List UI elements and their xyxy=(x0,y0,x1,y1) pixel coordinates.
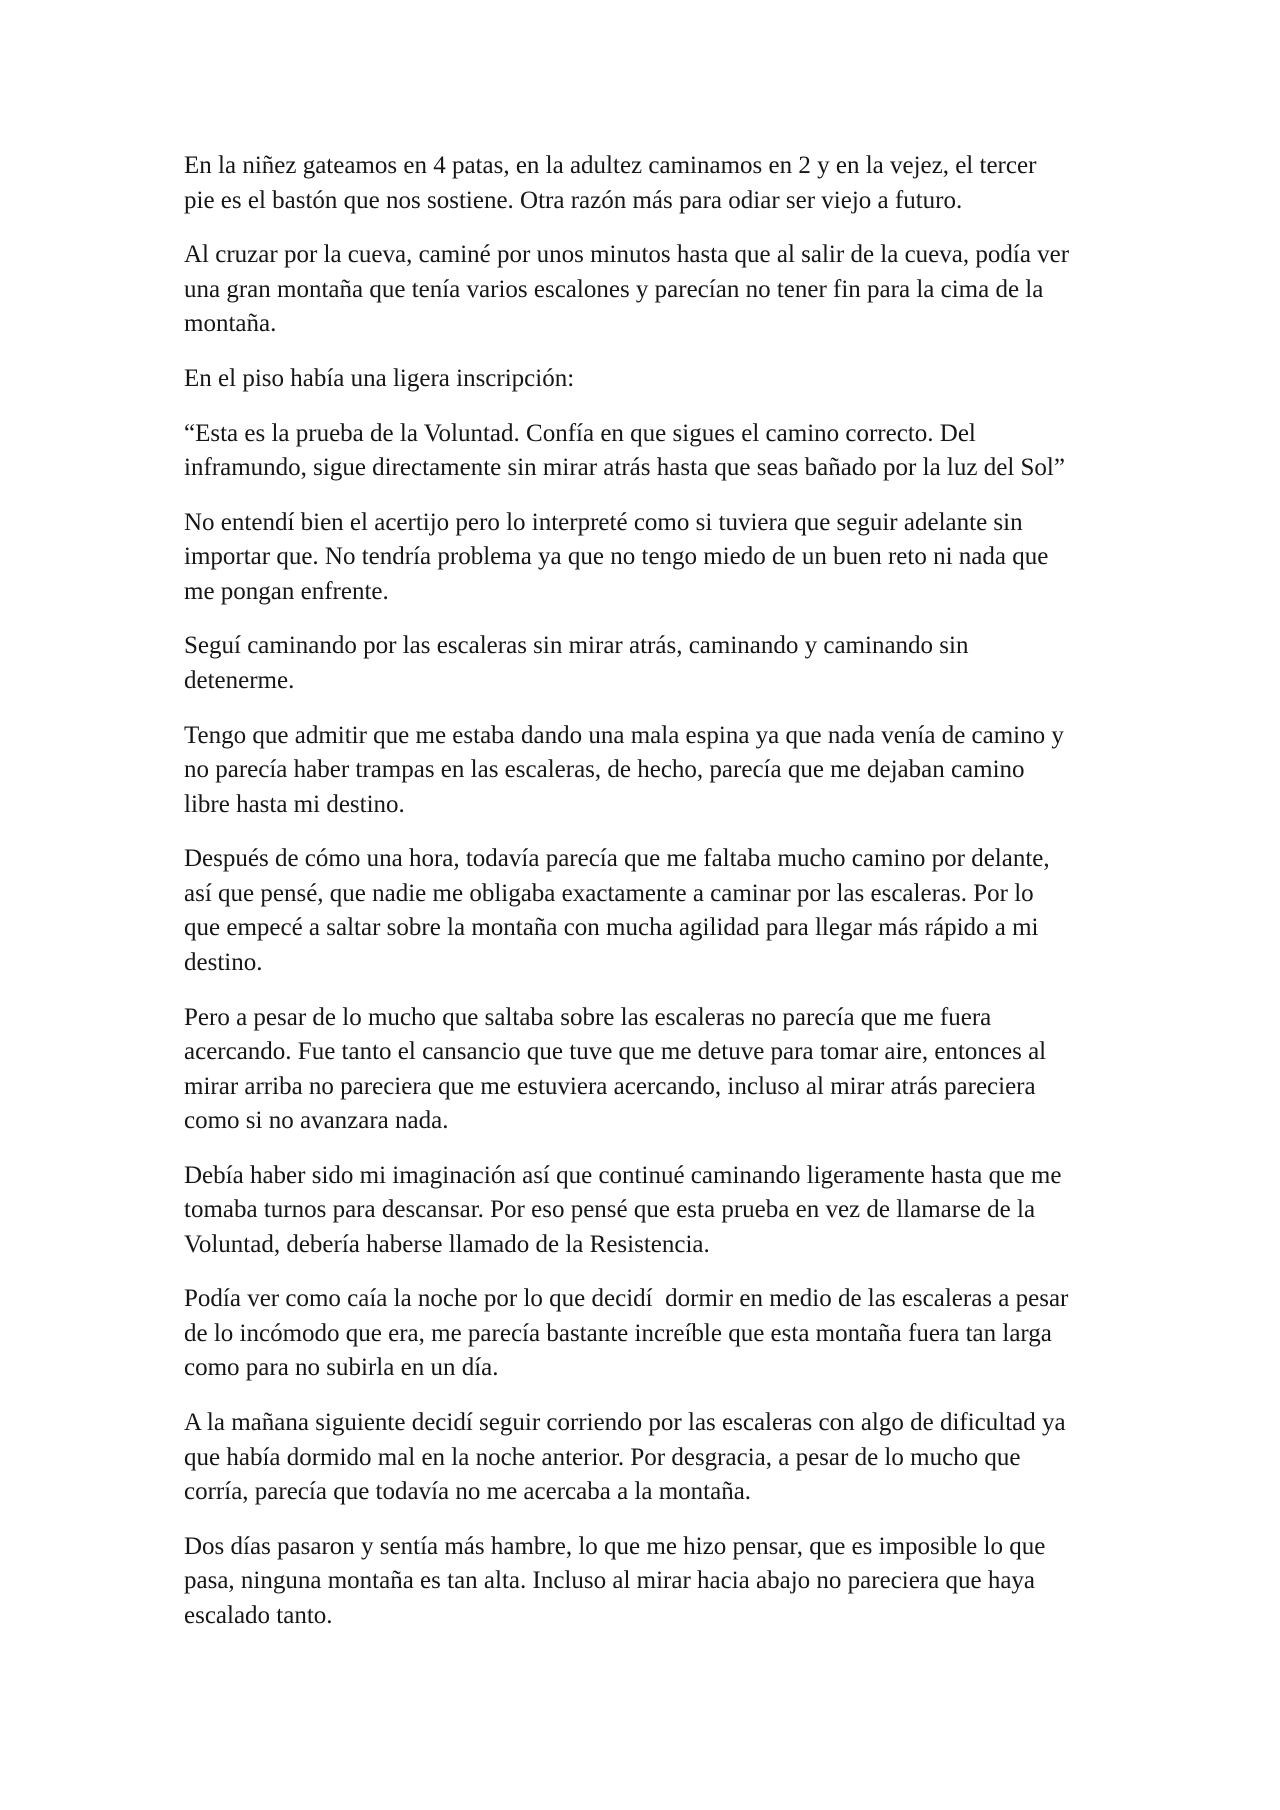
paragraph-6 xyxy=(184,629,1114,698)
paragraph-10 xyxy=(184,1159,1114,1263)
paragraph-5 xyxy=(184,506,1114,610)
paragraph-9 xyxy=(184,1001,1114,1139)
text-line: una gran montaña que tenía varios escalones y parecían no tener fin para la cima de la xyxy=(184,275,1044,303)
text-line: libre hasta mi destino. xyxy=(184,790,405,818)
text-line: A la mañana siguiente decidí seguir corriendo por las escaleras con algo de dificultad ya xyxy=(184,1409,1066,1437)
text-line: Al cruzar por la cueva, caminé por unos minutos hasta que al salir de la cueva, podía ver xyxy=(184,241,1070,269)
text-line: En la niñez gateamos en 4 patas, en la adultez caminamos en 2 y en la vejez, el tercer xyxy=(184,152,1037,179)
text-line: pasa, ninguna montaña es tan alta. Incluso al mirar hacia abajo no pareciera que haya xyxy=(184,1567,1036,1595)
text-line: importar que. No tendría problema ya que no tengo miedo de un buen reto ni nada que xyxy=(184,543,1049,571)
text-line: detenerme. xyxy=(184,666,295,694)
text-line: Seguí caminando por las escaleras sin mirar atrás, caminando y caminando sin xyxy=(184,632,969,660)
text-line: destino. xyxy=(184,948,263,976)
text-line: “Esta es la prueba de la Voluntad. Confía en que sigues el camino correcto. Del xyxy=(184,419,976,447)
text-line: escalado tanto. xyxy=(184,1601,333,1629)
text-line: Debía haber sido mi imaginación así que continué caminando ligeramente hasta que me xyxy=(184,1161,1062,1189)
text-line: Podía ver como caía la noche por lo que decidí dormir en medio de las escaleras a pesar xyxy=(184,1285,1069,1313)
text-line: Tengo que admitir que me estaba dando una mala espina ya que nada venía de camino y xyxy=(184,721,1064,749)
text-line: corría, parecía que todavía no me acercaba a la montaña. xyxy=(184,1478,752,1506)
text-line: que había dormido mal en la noche anterior. Por desgracia, a pesar de lo mucho que xyxy=(184,1443,1021,1471)
paragraph-13 xyxy=(184,1530,1114,1634)
text-line: que empecé a saltar sobre la montaña con mucha agilidad para llegar más rápido a mi xyxy=(184,914,1039,942)
document-body xyxy=(184,149,1114,1653)
text-line: Voluntad, debería haberse llamado de la Resistencia. xyxy=(184,1230,710,1258)
text-line: pie es el bastón que nos sostiene. Otra razón más para odiar ser viejo a futuro. xyxy=(184,186,963,214)
text-line: Después de cómo una hora, todavía parecía que me faltaba mucho camino por delante, xyxy=(184,845,1050,873)
text-line: tomaba turnos para descansar. Por eso pensé que esta prueba en vez de llamarse de la xyxy=(184,1196,1036,1224)
text-line: mirar arriba no pareciera que me estuviera acercando, incluso al mirar atrás pareciera xyxy=(184,1072,1036,1100)
paragraph-3 xyxy=(184,362,1114,397)
text-line: como para no subirla en un día. xyxy=(184,1354,499,1382)
text-line: no parecía haber trampas en las escaleras, de hecho, parecía que me dejaban camino xyxy=(184,756,1025,784)
paragraph-1 xyxy=(184,149,1114,218)
paragraph-7 xyxy=(184,719,1114,823)
text-line: Pero a pesar de lo mucho que saltaba sobre las escaleras no parecía que me fuera xyxy=(184,1003,992,1031)
paragraph-4-inscription-quote xyxy=(184,417,1114,486)
text-line: acercando. Fue tanto el cansancio que tuve que me detuve para tomar aire, entonces al xyxy=(184,1038,1047,1065)
paragraph-11 xyxy=(184,1282,1114,1386)
text-line: En el piso había una ligera inscripción: xyxy=(184,364,575,392)
text-line: de lo incómodo que era, me parecía bastante increíble que esta montaña fuera tan larga xyxy=(184,1319,1052,1347)
text-line: montaña. xyxy=(184,310,277,338)
text-line: No entendí bien el acertijo pero lo interpreté como si tuviera que seguir adelante sin xyxy=(184,508,1023,536)
paragraph-12 xyxy=(184,1406,1114,1510)
paragraph-8 xyxy=(184,842,1114,980)
text-line: Dos días pasaron y sentía más hambre, lo que me hizo pensar, que es imposible lo que xyxy=(184,1532,1046,1560)
text-line: así que pensé, que nadie me obligaba exactamente a caminar por las escaleras. Por lo xyxy=(184,879,1034,907)
text-line: me pongan enfrente. xyxy=(184,577,389,605)
text-line: como si no avanzara nada. xyxy=(184,1107,449,1134)
paragraph-2 xyxy=(184,238,1114,342)
text-line: inframundo, sigue directamente sin mirar atrás hasta que seas bañado por la luz del Sol” xyxy=(184,454,1065,482)
